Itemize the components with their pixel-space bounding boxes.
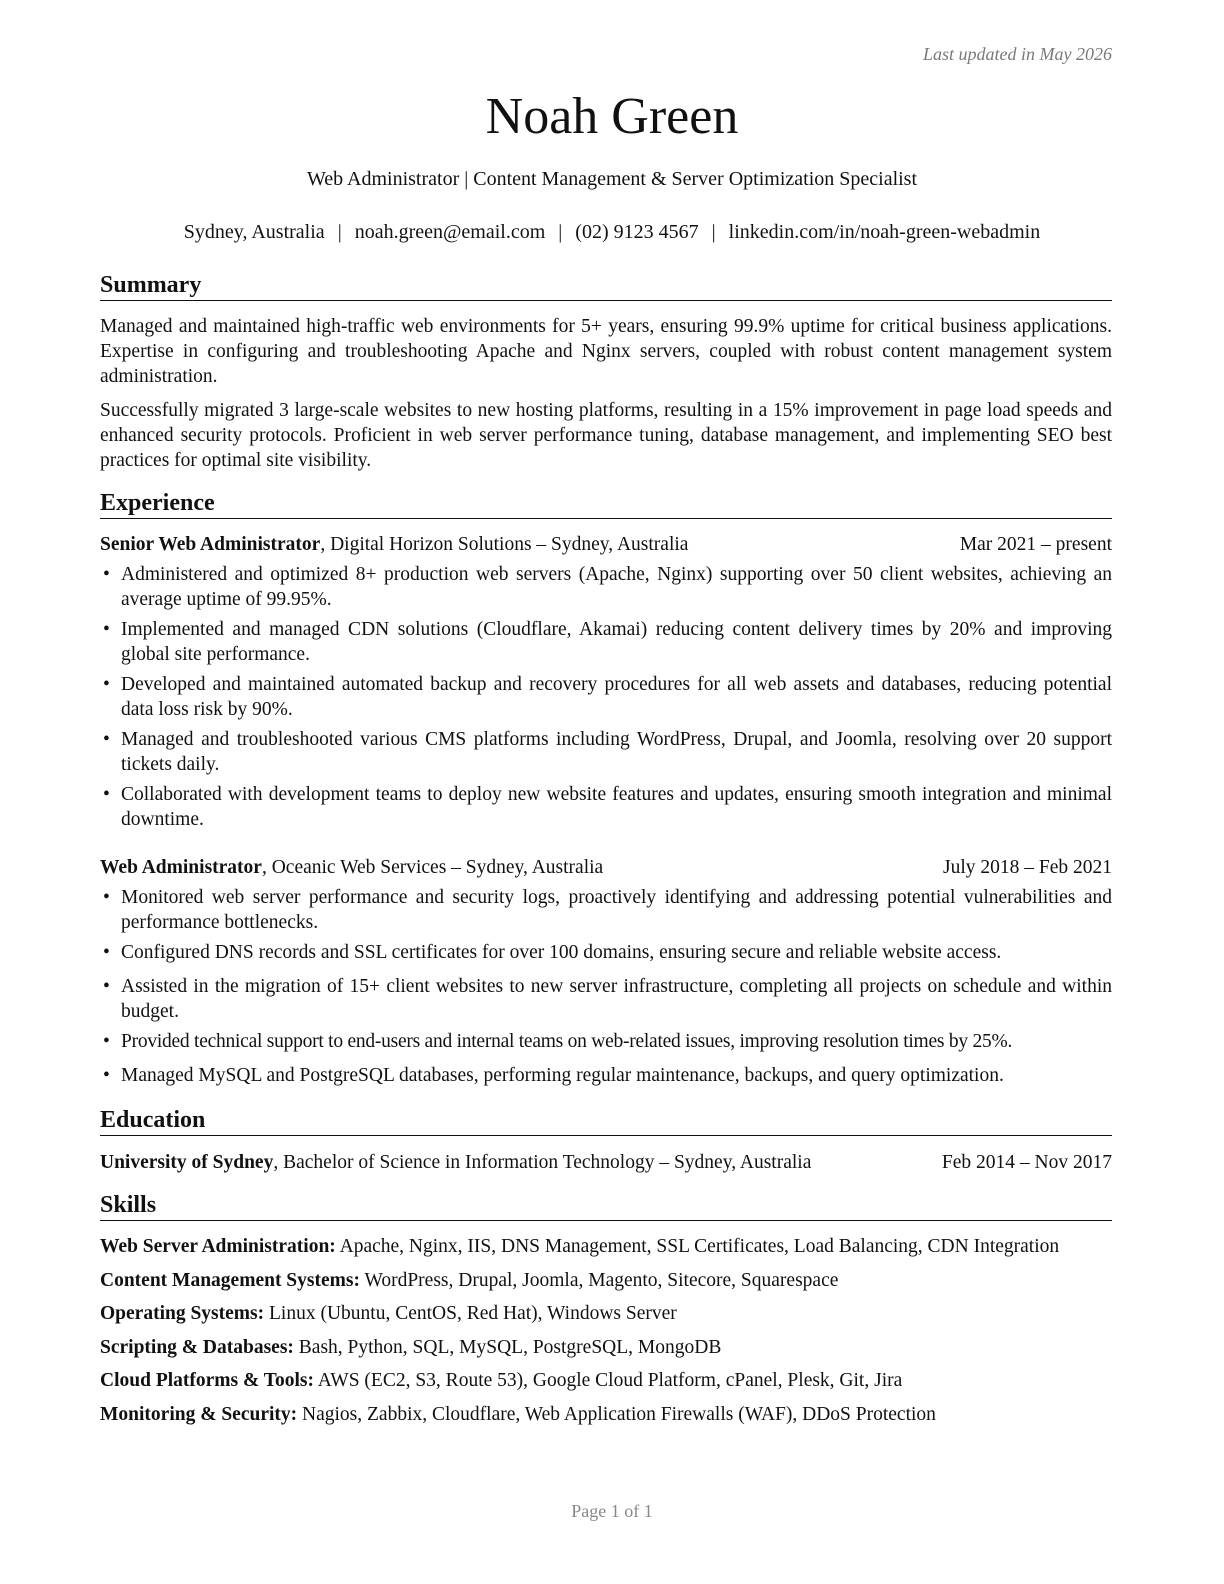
bullet-text: Configured DNS records and SSL certificates for over 100 domains, ensuring secure and reliable website access.	[121, 942, 1002, 963]
bullet-icon: •	[103, 942, 110, 963]
skill-label: Content Management Systems:	[100, 1270, 360, 1291]
section-title-experience: Experience	[100, 489, 1112, 519]
job-title: Web Administrator	[100, 857, 262, 878]
bullet-icon: •	[103, 674, 110, 695]
education-school-degree	[100, 1150, 811, 1175]
section-title-education: Education	[100, 1106, 1112, 1136]
section-title-skills: Skills	[100, 1191, 1112, 1221]
skill-values: Nagios, Zabbix, Cloudflare, Web Application Firewalls (WAF), DDoS Protection	[297, 1404, 936, 1425]
job-header	[100, 855, 1112, 880]
job-dates: July 2018 – Feb 2021	[942, 857, 1112, 878]
skill-row	[100, 1335, 1130, 1360]
bullet-icon: •	[103, 1031, 110, 1052]
bullet-text: Administered and optimized 8+ production web servers (Apache, Nginx) supporting over 50 client websites, achieving an average uptime of 99.95%.	[121, 564, 1112, 610]
skill-row	[100, 1402, 1130, 1427]
bullet-text: Implemented and managed CDN solutions (Cloudflare, Akamai) reducing content delivery times by 20% and improving global site performance.	[121, 619, 1112, 665]
bullet-icon: •	[103, 976, 110, 997]
page-number: Page 1 of 1	[571, 1501, 653, 1521]
skill-label: Operating Systems:	[100, 1303, 265, 1324]
job-title: Senior Web Administrator	[100, 534, 321, 555]
list-item	[100, 672, 1112, 722]
skill-row	[100, 1268, 1130, 1293]
skill-label: Cloud Platforms & Tools:	[100, 1370, 314, 1391]
skill-values: Bash, Python, SQL, MySQL, PostgreSQL, MongoDB	[293, 1337, 722, 1358]
summary-paragraph: Successfully migrated 3 large-scale websites to new hosting platforms, resulting in a 15% improvement in page load speeds and enhanced security protocols. Proficient in web server performance tuning, database management, and implementing SEO best practices for optimal site visibility.	[100, 400, 1112, 471]
contact-location: Sydney, Australia	[183, 221, 325, 243]
skill-values: AWS (EC2, S3, Route 53), Google Cloud Platform, cPanel, Plesk, Git, Jira	[313, 1370, 903, 1391]
list-item	[100, 562, 1112, 612]
last-updated-note: Last updated in May 2026	[923, 44, 1112, 64]
job-header	[100, 532, 1112, 557]
list-item	[100, 1029, 1112, 1054]
skill-label: Scripting & Databases:	[100, 1337, 294, 1358]
list-item	[100, 727, 1112, 777]
list-item	[100, 782, 1112, 832]
list-item	[100, 1063, 1112, 1088]
section-title-summary: Summary	[100, 271, 1112, 301]
education-degree: , Bachelor of Science in Information Technology – Sydney, Australia	[273, 1152, 812, 1173]
skill-values: WordPress, Drupal, Joomla, Magento, Sitecore, Squarespace	[359, 1270, 839, 1291]
education-entry	[100, 1150, 1112, 1175]
contact-linkedin[interactable]: linkedin.com/in/noah-green-webadmin	[728, 221, 1041, 243]
contact-separator: |	[711, 221, 716, 243]
job-bullets	[100, 562, 1112, 837]
education-school: University of Sydney	[100, 1152, 274, 1173]
bullet-text: Provided technical support to end-users and internal teams on web-related issues, improving resolution times by 25%.	[121, 1031, 1013, 1052]
bullet-icon: •	[103, 887, 110, 908]
bullet-text: Collaborated with development teams to deploy new website features and updates, ensuring smooth integration and minimal downtime.	[121, 784, 1112, 830]
contact-line	[0, 219, 1224, 245]
bullet-icon: •	[103, 1065, 110, 1086]
list-item	[100, 885, 1112, 935]
skill-label: Monitoring & Security:	[100, 1404, 298, 1425]
job-company: , Digital Horizon Solutions – Sydney, Australia	[320, 534, 689, 555]
skill-values: Linux (Ubuntu, CentOS, Red Hat), Windows Server	[264, 1303, 677, 1324]
list-item	[100, 940, 1112, 965]
bullet-text: Monitored web server performance and security logs, proactively identifying and addressing potential vulnerabilities and performance bottlenecks.	[121, 887, 1112, 933]
bullet-icon: •	[103, 619, 110, 640]
skill-row	[100, 1301, 1130, 1326]
bullet-icon: •	[103, 729, 110, 750]
job-title-company	[100, 532, 688, 557]
skill-row	[100, 1368, 1130, 1393]
skill-values: Apache, Nginx, IIS, DNS Management, SSL Certificates, Load Balancing, CDN Integration	[335, 1236, 1060, 1257]
job-company: , Oceanic Web Services – Sydney, Australia	[261, 857, 604, 878]
headline: Web Administrator | Content Management & Server Optimization Specialist	[306, 168, 918, 190]
candidate-name: Noah Green	[485, 88, 739, 145]
contact-email[interactable]: noah.green@email.com	[354, 221, 546, 243]
contact-separator: |	[337, 221, 342, 243]
bullet-icon: •	[103, 564, 110, 585]
bullet-icon: •	[103, 784, 110, 805]
list-item	[100, 974, 1112, 1024]
contact-separator: |	[558, 221, 563, 243]
bullet-text: Managed MySQL and PostgreSQL databases, performing regular maintenance, backups, and query optimization.	[121, 1065, 1004, 1086]
job-title-company	[100, 855, 603, 880]
job-bullets	[100, 885, 1112, 1093]
bullet-text: Managed and troubleshooted various CMS platforms including WordPress, Drupal, and Joomla, resolving over 20 support tickets daily.	[121, 729, 1112, 775]
education-dates: Feb 2014 – Nov 2017	[941, 1152, 1112, 1173]
job-dates: Mar 2021 – present	[959, 534, 1112, 555]
bullet-text: Developed and maintained automated backup and recovery procedures for all web assets and databases, reducing potential data loss risk by 90%.	[121, 674, 1112, 720]
bullet-text: Assisted in the migration of 15+ client websites to new server infrastructure, completing all projects on schedule and within budget.	[121, 976, 1112, 1022]
contact-phone[interactable]: (02) 9123 4567	[575, 221, 699, 243]
skill-label: Web Server Administration:	[100, 1236, 336, 1257]
summary-paragraph: Managed and maintained high-traffic web environments for 5+ years, ensuring 99.9% uptime for critical business applications. Expertise in configuring and troubleshooting Apache and Nginx servers, coupled with robust content management system administration.	[100, 316, 1112, 387]
skill-row	[100, 1234, 1130, 1259]
list-item	[100, 617, 1112, 667]
